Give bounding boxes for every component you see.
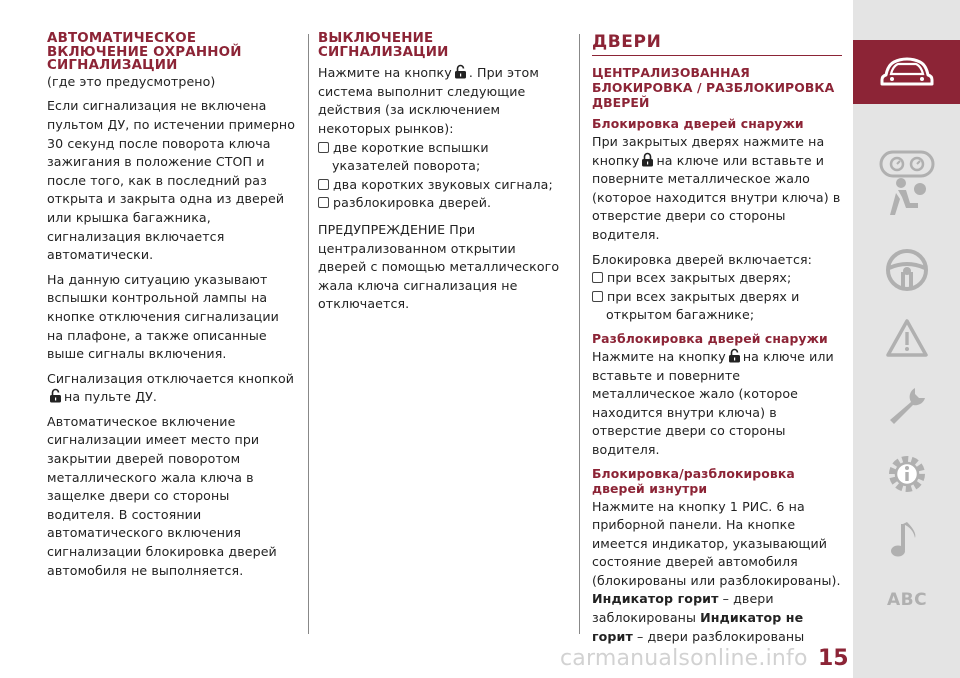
list-item: при всех закрытых дверях и открытом багажнике;: [592, 288, 842, 325]
note-where-provided: (где это предусмотрено): [47, 73, 216, 89]
indicator-off-label: Индикатор не горит: [592, 610, 804, 644]
press-text-a: Нажмите на кнопку: [318, 65, 452, 81]
deactivation-text-b: на пульте ДУ.: [64, 389, 158, 405]
unlock-outside-text-a: Нажмите на кнопку: [592, 348, 726, 364]
heading-lock-inside: Блокировка/разблокировка дверей изнутри: [592, 465, 795, 496]
paragraph-press-button: [318, 64, 568, 138]
unlock-icon: [454, 64, 467, 79]
indicator-on-label: Индикатор горит: [592, 591, 719, 607]
list-item: два коротких звуковых сигнала;: [318, 176, 568, 195]
checkbox-bullet-icon: [318, 142, 329, 153]
steering-wheel-icon: [885, 248, 929, 292]
heading-central-locking: ЦЕНТРАЛИЗОВАННАЯ БЛОКИРОВКА / РАЗБЛОКИРОВКА ДВЕРЕЙ: [592, 65, 835, 110]
sidebar-item-driving[interactable]: [871, 238, 943, 302]
watermark: carmanualsonline.info: [560, 646, 808, 671]
sidebar-item-technical-data[interactable]: [871, 442, 943, 506]
warning-triangle-icon: [885, 318, 929, 358]
heading-unlock-outside: Разблокировка дверей снаружи: [592, 330, 828, 346]
paragraph-lock-inside: Нажмите на кнопку 1 РИС. 6 на приборной панели. На кнопке имеется индикатор, указывающий состояние дверей автомобиля (блокированы или разблокированы). Индикатор горит – двери заблокированы Индикатор не горит – двери разблокированы: [592, 498, 841, 644]
chapter-sidebar: [853, 0, 960, 678]
paragraph-warning: ПРЕДУПРЕЖДЕНИЕ При централизованном открытии дверей с помощью металлического жала ключа сигнализация не отключается.: [318, 221, 560, 312]
sidebar-item-car[interactable]: [853, 40, 960, 104]
lock-conditions-list: [592, 269, 842, 325]
paragraph-unlock-outside: [592, 348, 842, 460]
lock-outside-text-b: на ключе или вставьте и поверните металлическое жало (которое находится внутри ключа) в отверстие двери со стороны водителя.: [592, 152, 841, 242]
column-divider: [579, 34, 580, 634]
deactivation-text-a: Сигнализация отключается кнопкой: [47, 370, 295, 386]
sidebar-item-maintenance[interactable]: [871, 374, 943, 438]
paragraph-lock-outside: [592, 133, 842, 245]
checkbox-bullet-icon: [318, 197, 329, 208]
column-divider: [308, 34, 309, 634]
lock-icon: [641, 152, 654, 167]
heading-lock-outside: Блокировка дверей снаружи: [592, 116, 804, 131]
unlock-outside-text-b: на ключе или вставьте и поверните металлическое жало (которое находится внутри ключа) в отверстие двери со стороны водителя.: [592, 348, 834, 457]
car-icon: [878, 55, 936, 89]
sidebar-item-warnings[interactable]: [871, 306, 943, 370]
index-abc-label: ABC: [886, 590, 928, 610]
checkbox-bullet-icon: [318, 179, 329, 190]
paragraph-auto-arming-key: Автоматическое включение сигнализации имеет место при закрытии дверей поворотом металлического жала ключа в защелке двери со стороны водителя. В состоянии автоматического включения сигнализации блокировка дверей автомобиля не выполняется.: [47, 413, 277, 578]
unlock-icon: [49, 388, 62, 403]
checkbox-bullet-icon: [592, 272, 603, 283]
wrench-icon: [885, 384, 929, 428]
list-item: две короткие вспышки указателей поворота;: [318, 139, 568, 176]
press-text-b: . При этом система выполнит следующие действия (за исключением некоторых рынков):: [318, 65, 539, 136]
list-item: разблокировка дверей.: [318, 194, 568, 213]
heading-alarm-off: ВЫКЛЮЧЕНИЕ СИГНАЛИЗАЦИИ: [318, 31, 449, 60]
checkbox-bullet-icon: [592, 291, 603, 302]
sidebar-item-multimedia[interactable]: [871, 508, 943, 572]
page-number: 15: [818, 646, 849, 671]
paragraph-indicator-flashes: На данную ситуацию указывают вспышки контрольной лампы на кнопке отключения сигнализации на плафоне, а также описанные выше сигналы включения.: [47, 271, 279, 362]
lock-outside-text-a: При закрытых дверях нажмите на кнопку: [592, 134, 825, 168]
column-left: [47, 32, 297, 586]
unlock-icon: [728, 348, 741, 363]
list-item: при всех закрытых дверях;: [592, 269, 842, 288]
column-middle: [318, 32, 568, 320]
column-right: [592, 32, 842, 652]
section-title-doors: ДВЕРИ: [592, 32, 842, 56]
airbag-icon: [884, 175, 930, 221]
music-note-icon: [887, 518, 927, 562]
heading-auto-alarm: АВТОМАТИЧЕСКОЕ ВКЛЮЧЕНИЕ ОХРАННОЙ СИГНАЛИЗАЦИИ: [47, 31, 242, 74]
gear-info-icon: [884, 451, 930, 497]
actions-list: [318, 139, 568, 213]
sidebar-item-safety[interactable]: [871, 166, 943, 230]
paragraph-deactivation: [47, 370, 297, 407]
paragraph-lock-conditions: Блокировка дверей включается:: [592, 251, 813, 267]
sidebar-item-index[interactable]: [871, 568, 943, 632]
paragraph-auto-activation: Если сигнализация не включена пультом ДУ, по истечении примерно 30 секунд после поворота ключа зажигания в положение СТОП и после того, как в последний раз открыта и закрыта одна из дверей или крышка багажника, сигнализация включается автоматически.: [47, 98, 296, 263]
